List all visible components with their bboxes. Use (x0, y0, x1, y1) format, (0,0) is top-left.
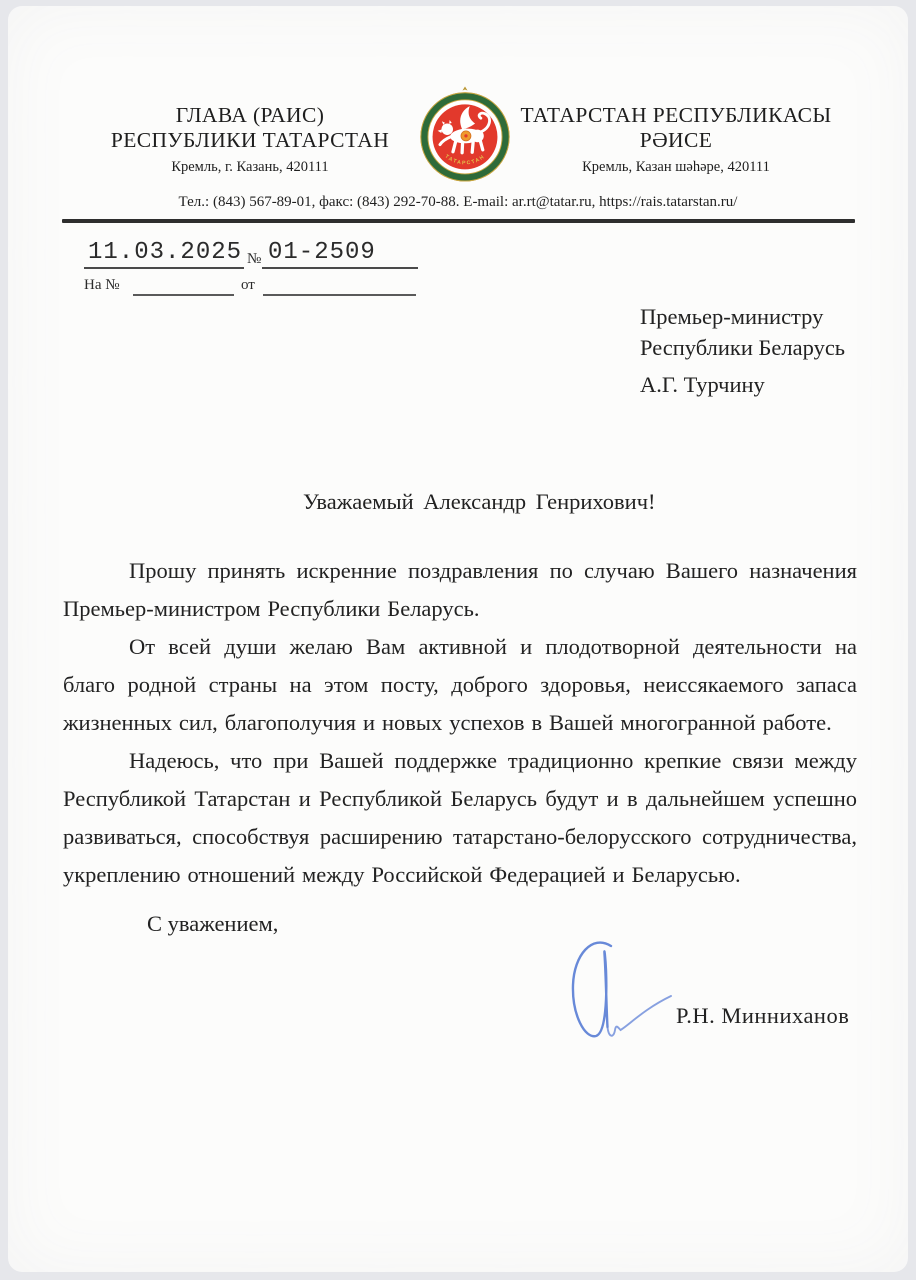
date-underline (84, 267, 244, 269)
header-rule (62, 219, 855, 223)
letter-body (63, 552, 857, 894)
letter-number: 01-2509 (268, 239, 376, 266)
letterhead-left-title-line1: ГЛАВА (РАИС) (175, 103, 325, 127)
letterhead-left-title-line2: РЕСПУБЛИКИ ТАТАРСТАН (110, 128, 390, 153)
addressee-name: А.Г. Турчину (640, 372, 765, 397)
valediction: С уважением, (147, 911, 279, 936)
letterhead-right (508, 103, 844, 176)
body-paragraph: От всей души желаю Вам активной и плодотворной деятельности на благо родной страны на этом посту, доброго здоровья, неиссякаемого запаса жизненных сил, благополучия и новых успехов в Вашей многогранной работе. (63, 634, 857, 735)
letterhead-right-address: Кремль, Казан шәһәре, 420111 (582, 158, 770, 175)
body-paragraph: Прошу принять искренние поздравления по случаю Вашего назначения Премьер-министром Республики Беларусь. (63, 558, 857, 621)
number-sign: № (247, 251, 262, 267)
letterhead-right-title-line2: РӘИСЕ (639, 128, 713, 153)
svg-text:ТАТАРСТАН: ТАТАРСТАН (443, 153, 487, 167)
signer-name: Р.Н. Минниханов (676, 1003, 850, 1028)
letter-date: 11.03.2025 (88, 239, 243, 266)
letterhead-left (95, 103, 405, 176)
incoming-ref-blank (133, 294, 234, 296)
incoming-date-label: от (241, 277, 255, 293)
salutation: Уважаемый Александр Генрихович! (303, 489, 656, 514)
incoming-date-blank (263, 294, 416, 296)
signature-scribble (566, 932, 678, 1056)
incoming-ref-label: На № (84, 277, 120, 293)
letterhead-left-address: Кремль, г. Казань, 420111 (171, 158, 329, 175)
number-underline (262, 267, 418, 269)
tatarstan-emblem-icon (417, 85, 513, 183)
contact-line: Тел.: (843) 567-89-01, факс: (843) 292-70-88. E-mail: ar.rt@tatar.ru, https://rais.tatarstan.ru/ (178, 194, 738, 210)
letterhead-right-title-line1: ТАТАРСТАН РЕСПУБЛИКАСЫ (520, 103, 832, 127)
addressee-title-line2: Республики Беларусь (640, 335, 846, 360)
addressee-title-line1: Премьер-министру (640, 304, 824, 329)
addressee-block (640, 301, 845, 363)
body-paragraph: Надеюсь, что при Вашей поддержке традиционно крепкие связи между Республикой Татарстан и Республикой Беларусь будут и в дальнейшем успешно развиваться, способствуя расширению татарстано-белорусского сотрудничества, укреплению отношений между Российской Федерацией и Беларусью. (63, 748, 857, 887)
